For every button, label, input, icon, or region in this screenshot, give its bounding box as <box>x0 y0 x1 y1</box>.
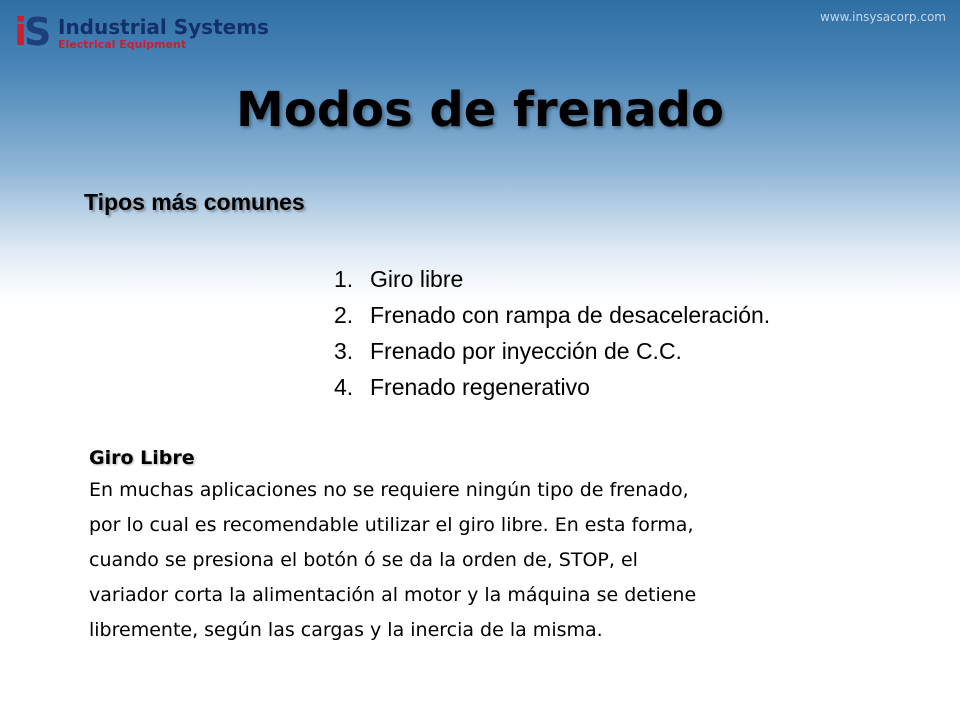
paragraph-line: En muchas aplicaciones no se requiere ningún tipo de frenado, <box>89 479 689 501</box>
paragraph-line: por lo cual es recomendable utilizar el giro libre. En esta forma, <box>89 514 694 536</box>
company-tagline: Electrical Equipment <box>58 38 187 51</box>
list-item <box>334 369 770 405</box>
section-heading: Giro Libre <box>89 447 195 469</box>
slide-title: Modos de frenado <box>236 82 724 138</box>
list-item <box>334 261 770 297</box>
giro-libre-section <box>89 443 869 648</box>
logo-mark-i: i <box>14 10 25 54</box>
list-item-number: 3. <box>334 338 354 364</box>
list-item-number: 1. <box>334 266 354 292</box>
logo-mark-s: S <box>24 10 49 54</box>
paragraph-line: variador corta la alimentación al motor y la máquina se detiene <box>89 584 697 606</box>
list-item-number: 4. <box>334 374 354 400</box>
list-item-text: Frenado con rampa de desaceleración. <box>370 302 771 328</box>
slide-subtitle: Tipos más comunes <box>84 189 305 215</box>
website-url: www.insysacorp.com <box>820 10 946 24</box>
list-item <box>334 297 770 333</box>
company-logo <box>14 10 269 60</box>
list-item-text: Giro libre <box>370 266 464 292</box>
list-item-text: Frenado por inyección de C.C. <box>370 338 682 364</box>
paragraph-line: cuando se presiona el botón ó se da la orden de, STOP, el <box>89 549 638 571</box>
company-name: Industrial Systems <box>58 15 269 39</box>
list-item-text: Frenado regenerativo <box>370 374 590 400</box>
logo-text <box>58 16 269 51</box>
list-item <box>334 333 770 369</box>
logo-mark-icon <box>14 10 50 60</box>
braking-types-list <box>334 261 770 405</box>
paragraph-line: libremente, según las cargas y la inercia de la misma. <box>89 619 603 641</box>
list-item-number: 2. <box>334 302 354 328</box>
